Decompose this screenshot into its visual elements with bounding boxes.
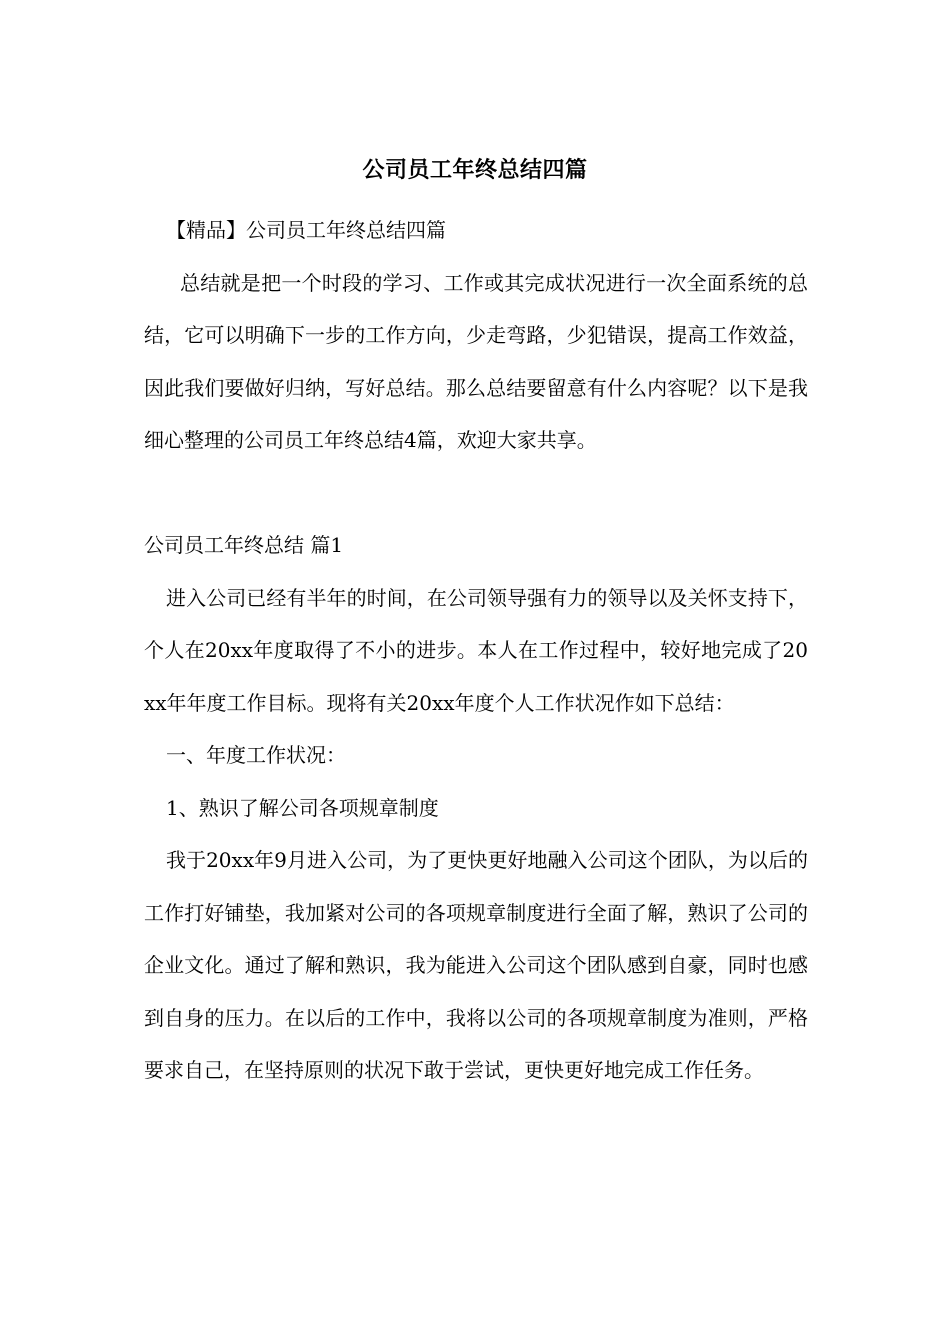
paragraph-1: 进入公司已经有半年的时间，在公司领导强有力的领导以及关怀支持下，个人在20xx年度取得了不小的进步。本人在工作过程中，较好地完成了20xx年年度工作目标。现将有关20xx年度个人工作状况作如下总结： xyxy=(144,585,808,715)
document-title: 公司员工年终总结四篇 xyxy=(362,157,588,183)
intro-paragraph: 总结就是把一个时段的学习、工作或其完成状况进行一次全面系统的总结，它可以明确下一步的工作方向，少走弯路，少犯错误，提高工作效益，因此我们要做好归纳，写好总结。那么总结要留意有什么内容呢？以下是我细心整理的公司员工年终总结4篇，欢迎大家共享。 xyxy=(144,270,808,452)
section-heading: 公司员工年终总结 篇1 xyxy=(144,533,344,557)
document-subtitle: 【精品】公司员工年终总结四篇 xyxy=(166,218,446,242)
paragraph-2: 我于20xx年9月进入公司，为了更快更好地融入公司这个团队，为以后的工作打好铺垫，我加紧对公司的各项规章制度进行全面了解，熟识了公司的企业文化。通过了解和熟识，我为能进入公司这个团队感到自豪，同时也感到自身的压力。在以后的工作中，我将以公司的各项规章制度为准则，严格要求自己，在坚持原则的状况下敢于尝试，更快更好地完成工作任务。 xyxy=(144,848,808,1082)
heading-rules: 1、熟识了解公司各项规章制度 xyxy=(166,795,439,820)
heading-annual-status: 一、年度工作状况： xyxy=(166,743,346,767)
blank-line xyxy=(144,467,808,520)
document-body xyxy=(144,204,808,1097)
